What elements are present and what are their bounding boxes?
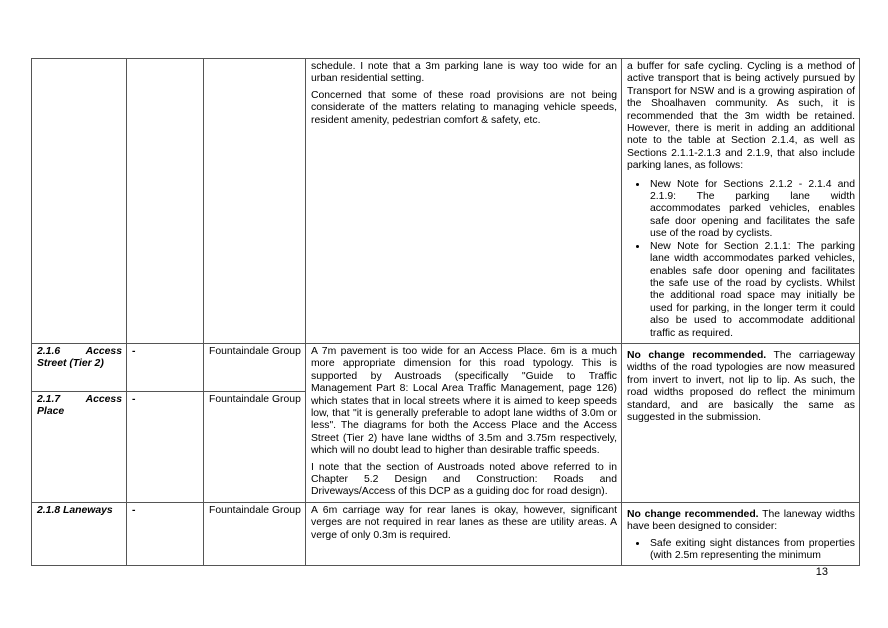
page-number: 13 [815,566,828,578]
submission-paragraph: schedule. I note that a 3m parking lane is way too wide for an urban residential setting. [311,61,617,85]
ref-cell: - [127,343,204,391]
response-bold: No change recommended. [627,508,759,520]
section-cell [32,59,127,344]
ref-cell: - [127,392,204,503]
section-heading-rest: Place [37,406,65,418]
submitter-cell: Fountaindale Group [204,392,306,503]
table-row [32,59,860,344]
submission-paragraph: I note that the section of Austroads noted above referred to in Chapter 5.2 Design and Construction: Roads and Driveways/Access of this DCP as a guiding doc for road design). [311,461,617,498]
response-cell [622,343,860,502]
list-item: • Safe exiting sight distances from properties (with 2.5m representing the minimum [648,538,855,563]
response-bold: No change recommended. [627,349,767,361]
table-row [32,343,860,391]
response-paragraph: No change recommended. The carriageway widths of the road typologies are now measured from invert to invert, not lip to lip. As such, the road widths proposed do reflect the minimum standard, and are basically the same as suggested in the submission. [627,349,855,423]
submissions-table [31,58,860,566]
submitter-cell [204,59,306,344]
section-heading: 2.1.8 Laneways [37,504,113,516]
response-bullet-list [627,179,855,340]
submitter-cell: Fountaindale Group [204,343,306,391]
section-cell [32,502,127,566]
submission-paragraph: A 7m pavement is too wide for an Access Place. 6m is a much more appropriate dimension for this road typology. This is supported by Austroads (specifically "Guide to Traffic Management Part 8: Local Area Traffic Management, page 126) which states that in local streets where it is aimed to keep speeds low, that "it is generally preferable to adopt lane widths of 3.0m or less". The diagrams for both the Access Place and the Access Street (Tier 2) have lane widths of 3.5m and 3.75m respectively, which will no doubt lead to higher than desirable traffic speeds. [311,345,617,457]
submission-paragraph: Concerned that some of these road provisions are not being considerate of the matters relating to managing vehicle speeds, resident amenity, pedestrian comfort & safety, etc. [311,89,617,126]
section-heading: 2.1.6 Access [37,345,122,357]
section-heading-rest: Street (Tier 2) [37,358,104,370]
response-cell [622,59,860,344]
section-cell [32,343,127,391]
submission-cell [306,502,622,566]
submission-cell [306,343,622,502]
submission-cell [306,59,622,344]
submitter-cell: Fountaindale Group [204,502,306,566]
submission-paragraph: A 6m carriage way for rear lanes is okay, however, significant verges are not required in rear lanes as these are utility areas. A verge of only 0.3m is required. [311,504,617,541]
response-paragraph: No change recommended. The laneway widths have been designed to consider: [627,508,856,533]
section-heading: 2.1.7 Access [37,394,122,406]
response-paragraph: a buffer for safe cycling. Cycling is a method of active transport that is being actively pursued by Transport for NSW and is a growing aspiration of the Shoalhaven community. As such, it is recommended that the 3m width be retained. However, there is merit in adding an additional note to the table at Section 2.1.4, as well as Sections 2.1.1-2.1.3 and 2.1.9, that also include parking lanes, as follows: [627,61,855,172]
response-cell [622,502,860,566]
section-cell [32,392,127,503]
list-item: • New Note for Sections 2.1.2 - 2.1.4 and 2.1.9: The parking lane width accommodates parked vehicles, enables safe door opening and facilitates the safe use of the road by cyclists. [648,179,855,241]
response-bullet-list [627,538,855,563]
table-row [32,502,860,566]
ref-cell [127,59,204,344]
list-item: • New Note for Section 2.1.1: The parking lane width accommodates parked vehicles, enables safe door opening and facilitates the safe use of the road by cyclists. Whilst the additional road space may initially be used for parking, in the longer term it could also be used to accommodate additional traffic as required. [648,241,855,340]
ref-cell: - [127,502,204,566]
